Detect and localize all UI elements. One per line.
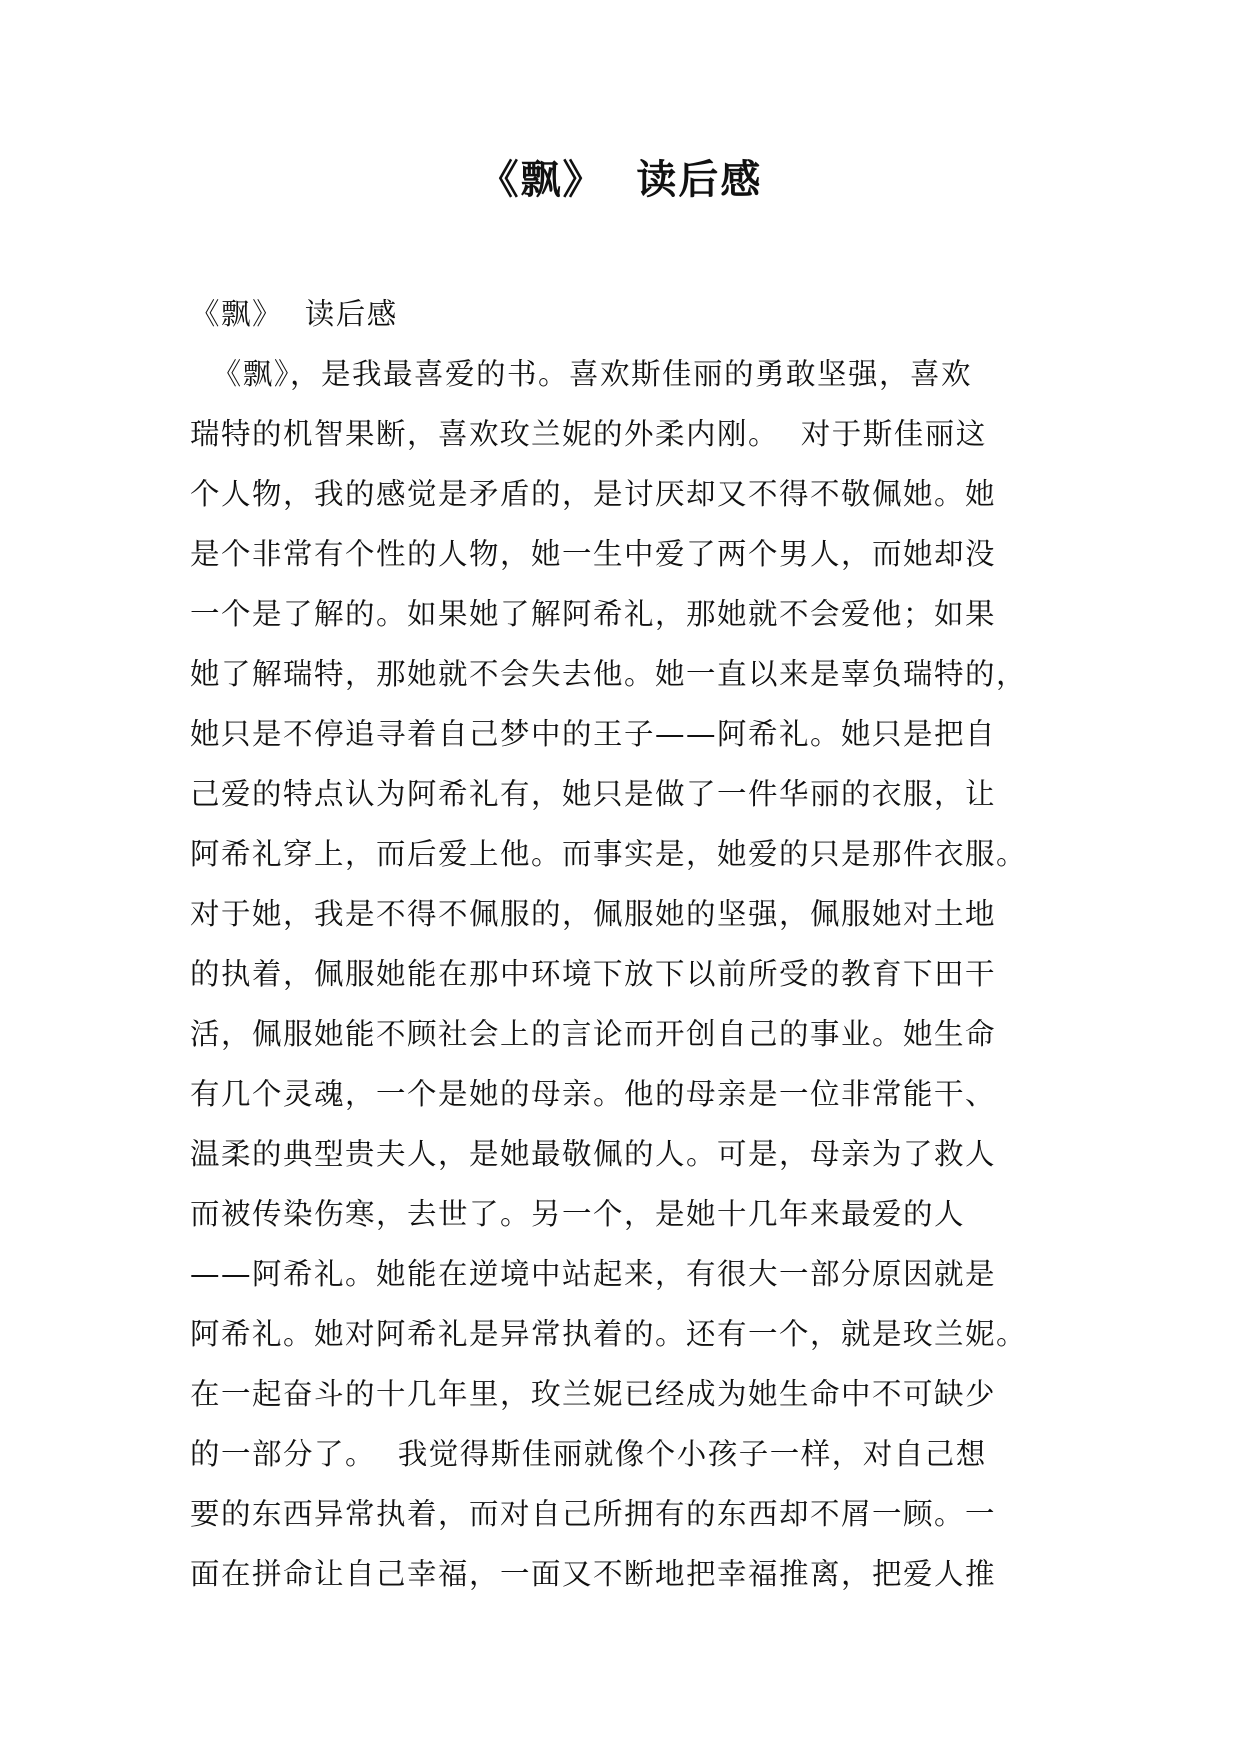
document-body — [190, 284, 1090, 1604]
body-line: 是个非常有个性的人物，她一生中爱了两个男人，而她却没 — [190, 537, 997, 571]
body-line: 阿希礼。她对阿希礼是异常执着的。还有一个，就是玫兰妮。 — [190, 1317, 1028, 1351]
body-line: 阿希礼穿上，而后爱上他。而事实是，她爱的只是那件衣服。 — [190, 837, 1028, 871]
body-line: 个人物，我的感觉是矛盾的，是讨厌却又不得不敬佩她。她 — [190, 477, 997, 511]
body-line: 对于她，我是不得不佩服的，佩服她的坚强，佩服她对土地 — [190, 897, 997, 931]
body-line: 己爱的特点认为阿希礼有，她只是做了一件华丽的衣服，让 — [190, 777, 997, 811]
body-line: 在一起奋斗的十几年里，玫兰妮已经成为她生命中不可缺少 — [190, 1377, 997, 1411]
body-subtitle: 《飘》 读后感 — [190, 297, 398, 331]
body-line: 要的东西异常执着，而对自己所拥有的东西却不屑一顾。一 — [190, 1497, 997, 1531]
body-line: 她了解瑞特，那她就不会失去他。她一直以来是辜负瑞特的， — [190, 657, 1028, 691]
body-line: 面在拼命让自己幸福，一面又不断地把幸福推离，把爱人推 — [190, 1557, 997, 1591]
body-line: 瑞特的机智果断，喜欢玫兰妮的外柔内刚。 对于斯佳丽这 — [190, 417, 987, 451]
body-line: 而被传染伤寒，去世了。另一个，是她十几年来最爱的人 — [190, 1197, 966, 1231]
body-line: 温柔的典型贵夫人，是她最敬佩的人。可是，母亲为了救人 — [190, 1137, 997, 1171]
body-line: 的一部分了。 我觉得斯佳丽就像个小孩子一样，对自己想 — [190, 1437, 987, 1471]
document-title: 《飘》 读后感 — [478, 157, 763, 203]
body-line: ——阿希礼。她能在逆境中站起来，有很大一部分原因就是 — [190, 1257, 997, 1291]
body-line: 《飘》，是我最喜爱的书。喜欢斯佳丽的勇敢坚强，喜欢 — [190, 357, 973, 391]
body-line: 有几个灵魂，一个是她的母亲。他的母亲是一位非常能干、 — [190, 1077, 997, 1111]
body-line: 活，佩服她能不顾社会上的言论而开创自己的事业。她生命 — [190, 1017, 997, 1051]
body-line: 一个是了解的。如果她了解阿希礼，那她就不会爱他；如果 — [190, 597, 997, 631]
body-line: 她只是不停追寻着自己梦中的王子——阿希礼。她只是把自 — [190, 717, 997, 751]
body-line: 的执着，佩服她能在那中环境下放下以前所受的教育下田干 — [190, 957, 997, 991]
